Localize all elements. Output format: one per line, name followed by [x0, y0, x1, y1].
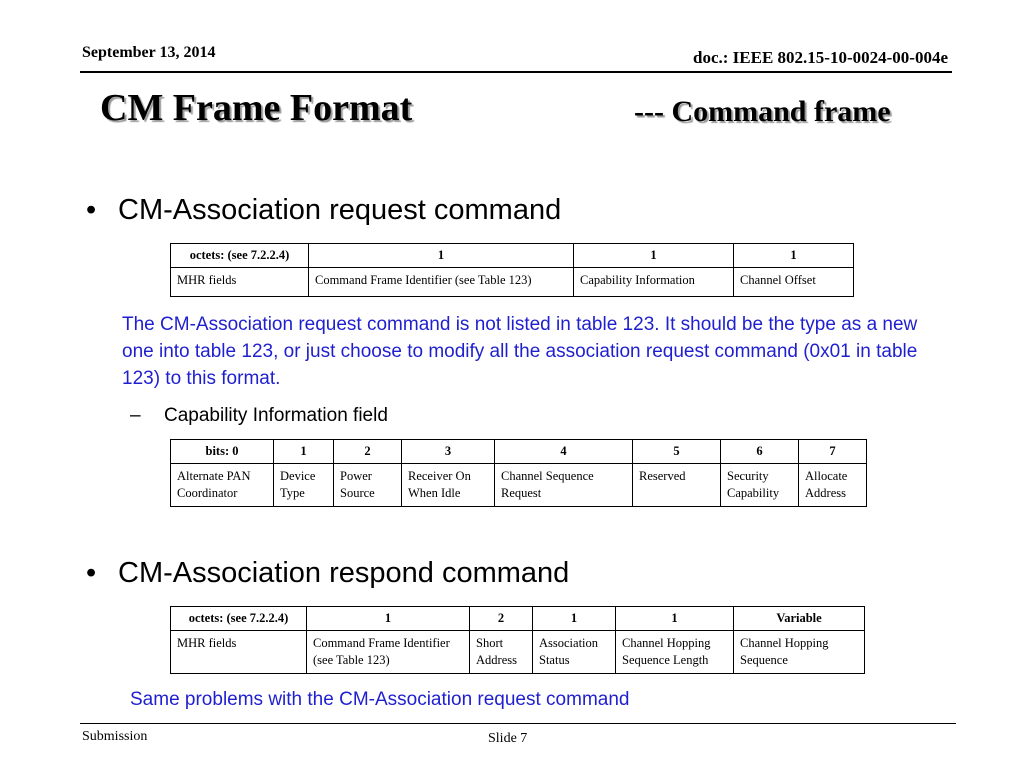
- table-cell: 1: [616, 607, 734, 631]
- table-cell: 4: [495, 440, 633, 464]
- note-request-command: The CM-Association request command is not listed in table 123. It should be the type as a new one into table 123, or just choose to modify all the association request command (0x01 in table 123) to this format.: [122, 314, 918, 389]
- bullet-dot-icon: •: [86, 557, 97, 589]
- table-row: [171, 268, 854, 297]
- sub-bullet-capability: [130, 405, 388, 427]
- table-header-row: [171, 244, 854, 268]
- table-cell: Security Capability: [721, 464, 799, 507]
- footer-submission: Submission: [82, 729, 148, 744]
- table-cell: 6: [721, 440, 799, 464]
- table-cell: Variable: [734, 607, 865, 631]
- bullet-text: CM-Association request command: [118, 194, 562, 226]
- header-date: September 13, 2014: [82, 44, 216, 61]
- table-cell: Receiver On When Idle: [402, 464, 495, 507]
- table-cell: Alternate PAN Coordinator: [171, 464, 274, 507]
- table-cell: octets: (see 7.2.2.4): [171, 244, 309, 268]
- table-cell: Association Status: [533, 631, 616, 674]
- table-cell: Short Address: [470, 631, 533, 674]
- slide-title: CM Frame Format: [100, 87, 413, 129]
- table-cell: Device Type: [274, 464, 334, 507]
- bullet-dot-icon: •: [86, 194, 97, 226]
- table-cell: octets: (see 7.2.2.4): [171, 607, 307, 631]
- bullet-association-request: [86, 194, 561, 227]
- table-cell: 5: [633, 440, 721, 464]
- dash-icon: –: [130, 405, 141, 426]
- header-doc-id: doc.: IEEE 802.15-10-0024-00-004e: [693, 48, 948, 67]
- table-cell: 1: [734, 244, 854, 268]
- sub-bullet-text: Capability Information field: [164, 405, 388, 426]
- table-cell: Channel Sequence Request: [495, 464, 633, 507]
- association-respond-format-table: [170, 606, 865, 674]
- table-cell: 1: [274, 440, 334, 464]
- note-respond-command: Same problems with the CM-Association request command: [130, 689, 630, 710]
- capability-information-table: [170, 439, 867, 507]
- bullet-text: CM-Association respond command: [118, 557, 570, 589]
- slide-subtitle: --- Command frame: [634, 95, 891, 128]
- table-row: [171, 631, 865, 674]
- table-cell: 1: [309, 244, 574, 268]
- table-cell: MHR fields: [171, 631, 307, 674]
- table-cell: 7: [799, 440, 867, 464]
- table-cell: Allocate Address: [799, 464, 867, 507]
- table-cell: 2: [470, 607, 533, 631]
- table-cell: Reserved: [633, 464, 721, 507]
- table-cell: 3: [402, 440, 495, 464]
- table-cell: 2: [334, 440, 402, 464]
- table-cell: MHR fields: [171, 268, 309, 297]
- association-request-format-table: [170, 243, 854, 297]
- bullet-association-respond: [86, 557, 569, 590]
- table-cell: bits: 0: [171, 440, 274, 464]
- table-cell: 1: [307, 607, 470, 631]
- footer-slide-number: Slide 7: [488, 731, 528, 746]
- table-cell: Channel Hopping Sequence: [734, 631, 865, 674]
- table-cell: Command Frame Identifier (see Table 123): [309, 268, 574, 297]
- table-cell: Command Frame Identifier (see Table 123): [307, 631, 470, 674]
- table-header-row: [171, 440, 867, 464]
- table-cell: Capability Information: [574, 268, 734, 297]
- table-header-row: [171, 607, 865, 631]
- header-rule: [80, 71, 952, 73]
- footer-rule: [80, 723, 956, 724]
- table-row: [171, 464, 867, 507]
- table-cell: Channel Hopping Sequence Length: [616, 631, 734, 674]
- table-cell: Power Source: [334, 464, 402, 507]
- table-cell: 1: [533, 607, 616, 631]
- table-cell: Channel Offset: [734, 268, 854, 297]
- table-cell: 1: [574, 244, 734, 268]
